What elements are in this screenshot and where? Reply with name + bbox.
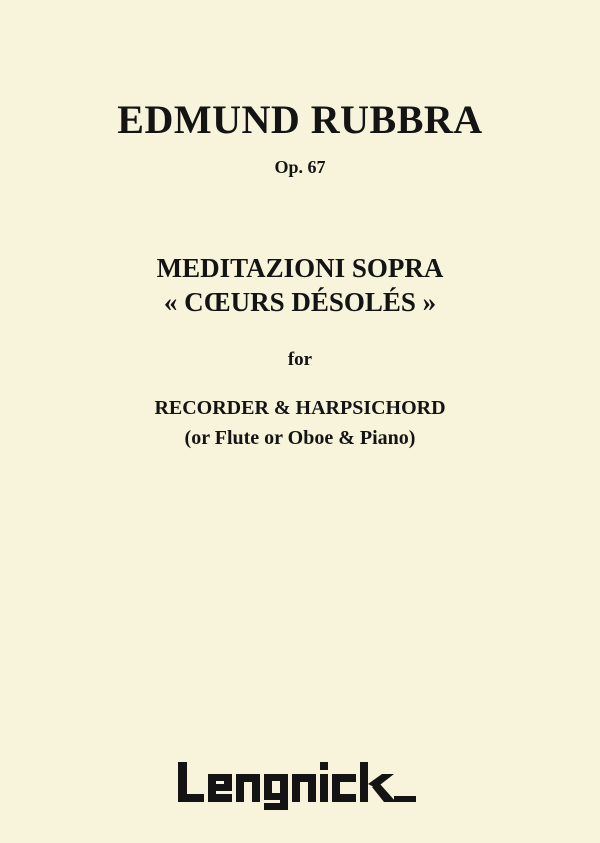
composer-name: EDMUND RUBBRA bbox=[117, 97, 483, 142]
publisher-logo bbox=[176, 760, 426, 814]
opus-number: Op. 67 bbox=[274, 157, 326, 177]
instrumentation-line-2: (or Flute or Oboe & Piano) bbox=[184, 427, 416, 449]
instrumentation-line-1: RECORDER & HARPSICHORD bbox=[154, 397, 446, 419]
for-label: for bbox=[287, 349, 313, 370]
work-title-line-1: MEDITAZIONI SOPRA bbox=[156, 253, 444, 283]
work-title-line-2: « CŒURS DÉSOLÉS » bbox=[163, 287, 437, 317]
